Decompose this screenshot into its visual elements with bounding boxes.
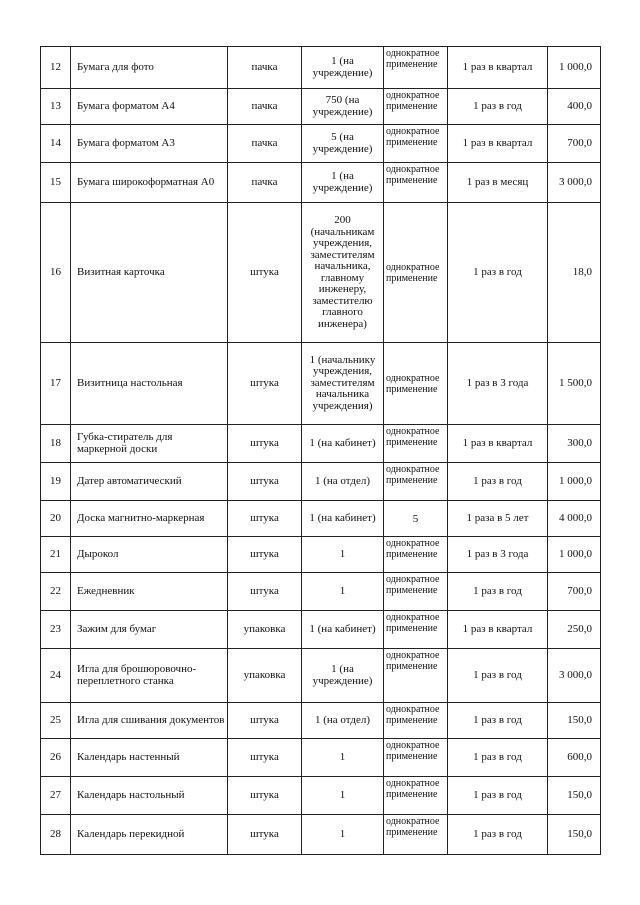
row-number: 19 [41, 463, 71, 501]
usage-term: однократное применение [384, 815, 448, 855]
usage-term: однократное применение [384, 703, 448, 739]
unit-of-measure: пачка [228, 89, 302, 125]
price: 700,0 [548, 573, 601, 611]
price: 1 000,0 [548, 463, 601, 501]
price: 150,0 [548, 815, 601, 855]
frequency: 1 раз в год [448, 703, 548, 739]
unit-of-measure: штука [228, 425, 302, 463]
row-number: 18 [41, 425, 71, 463]
table-row [41, 463, 601, 501]
quantity: 1 (на учреждение) [302, 649, 384, 703]
table-row [41, 203, 601, 343]
usage-term: однократное применение [384, 125, 448, 163]
usage-term: однократное применение [384, 739, 448, 777]
quantity: 1 (на кабинет) [302, 501, 384, 537]
unit-of-measure: штука [228, 777, 302, 815]
quantity: 1 (на отдел) [302, 703, 384, 739]
item-name: Бумага для фото [71, 47, 228, 89]
price: 150,0 [548, 703, 601, 739]
row-number: 16 [41, 203, 71, 343]
row-number: 23 [41, 611, 71, 649]
frequency: 1 раза в 5 лет [448, 501, 548, 537]
quantity: 750 (на учреждение) [302, 89, 384, 125]
item-name: Визитная карточка [71, 203, 228, 343]
price: 3 000,0 [548, 163, 601, 203]
row-number: 24 [41, 649, 71, 703]
usage-term: однократное применение [384, 163, 448, 203]
item-name: Календарь настенный [71, 739, 228, 777]
unit-of-measure: пачка [228, 47, 302, 89]
unit-of-measure: штука [228, 343, 302, 425]
table-row [41, 649, 601, 703]
quantity: 200 (начальникам учреждения, заместителям начальника, главному инженеру, заместителю главного инженера) [302, 203, 384, 343]
quantity: 1 (начальнику учреждения, заместителям начальника учреждения) [302, 343, 384, 425]
usage-term: однократное применение [384, 203, 448, 343]
unit-of-measure: штука [228, 463, 302, 501]
item-name: Бумага широкоформатная А0 [71, 163, 228, 203]
usage-term: 5 [384, 501, 448, 537]
price: 300,0 [548, 425, 601, 463]
price: 700,0 [548, 125, 601, 163]
quantity: 1 (на кабинет) [302, 611, 384, 649]
unit-of-measure: штука [228, 573, 302, 611]
row-number: 20 [41, 501, 71, 537]
unit-of-measure: штука [228, 203, 302, 343]
price: 600,0 [548, 739, 601, 777]
table-row [41, 47, 601, 89]
quantity: 1 (на учреждение) [302, 47, 384, 89]
quantity: 1 [302, 537, 384, 573]
row-number: 17 [41, 343, 71, 425]
table-row [41, 537, 601, 573]
table-body [41, 47, 601, 855]
table-row [41, 611, 601, 649]
item-name: Календарь настольный [71, 777, 228, 815]
price: 4 000,0 [548, 501, 601, 537]
unit-of-measure: штука [228, 739, 302, 777]
usage-term: однократное применение [384, 611, 448, 649]
frequency: 1 раз в 3 года [448, 343, 548, 425]
unit-of-measure: штука [228, 703, 302, 739]
row-number: 28 [41, 815, 71, 855]
unit-of-measure: штука [228, 501, 302, 537]
usage-term: однократное применение [384, 425, 448, 463]
item-name: Датер автоматический [71, 463, 228, 501]
table-row [41, 125, 601, 163]
unit-of-measure: пачка [228, 125, 302, 163]
quantity: 1 (на учреждение) [302, 163, 384, 203]
table-row [41, 739, 601, 777]
price: 250,0 [548, 611, 601, 649]
frequency: 1 раз в год [448, 739, 548, 777]
price: 1 000,0 [548, 537, 601, 573]
usage-term: однократное применение [384, 537, 448, 573]
frequency: 1 раз в год [448, 573, 548, 611]
item-name: Ежедневник [71, 573, 228, 611]
row-number: 27 [41, 777, 71, 815]
price: 1 500,0 [548, 343, 601, 425]
unit-of-measure: пачка [228, 163, 302, 203]
frequency: 1 раз в год [448, 777, 548, 815]
usage-term: однократное применение [384, 573, 448, 611]
table-row [41, 501, 601, 537]
item-name: Визитница настольная [71, 343, 228, 425]
item-name: Дырокол [71, 537, 228, 573]
row-number: 26 [41, 739, 71, 777]
table-row [41, 815, 601, 855]
item-name: Доска магнитно-маркерная [71, 501, 228, 537]
quantity: 1 (на кабинет) [302, 425, 384, 463]
quantity: 1 (на отдел) [302, 463, 384, 501]
quantity: 5 (на учреждение) [302, 125, 384, 163]
row-number: 25 [41, 703, 71, 739]
supplies-table [40, 46, 601, 855]
table-row [41, 777, 601, 815]
usage-term: однократное применение [384, 47, 448, 89]
item-name: Игла для сшивания документов [71, 703, 228, 739]
price: 150,0 [548, 777, 601, 815]
frequency: 1 раз в квартал [448, 125, 548, 163]
usage-term: однократное применение [384, 343, 448, 425]
frequency: 1 раз в квартал [448, 47, 548, 89]
usage-term: однократное применение [384, 649, 448, 703]
unit-of-measure: упаковка [228, 649, 302, 703]
item-name: Календарь перекидной [71, 815, 228, 855]
row-number: 14 [41, 125, 71, 163]
price: 18,0 [548, 203, 601, 343]
quantity: 1 [302, 777, 384, 815]
frequency: 1 раз в год [448, 463, 548, 501]
item-name: Губка-стиратель для маркерной доски [71, 425, 228, 463]
frequency: 1 раз в квартал [448, 611, 548, 649]
unit-of-measure: упаковка [228, 611, 302, 649]
price: 400,0 [548, 89, 601, 125]
item-name: Зажим для бумаг [71, 611, 228, 649]
row-number: 12 [41, 47, 71, 89]
table-row [41, 89, 601, 125]
frequency: 1 раз в год [448, 815, 548, 855]
usage-term: однократное применение [384, 463, 448, 501]
frequency: 1 раз в квартал [448, 425, 548, 463]
frequency: 1 раз в год [448, 89, 548, 125]
row-number: 21 [41, 537, 71, 573]
usage-term: однократное применение [384, 777, 448, 815]
unit-of-measure: штука [228, 537, 302, 573]
frequency: 1 раз в 3 года [448, 537, 548, 573]
table-row [41, 425, 601, 463]
row-number: 13 [41, 89, 71, 125]
quantity: 1 [302, 739, 384, 777]
row-number: 15 [41, 163, 71, 203]
frequency: 1 раз в месяц [448, 163, 548, 203]
frequency: 1 раз в год [448, 203, 548, 343]
table-row [41, 573, 601, 611]
price: 3 000,0 [548, 649, 601, 703]
quantity: 1 [302, 815, 384, 855]
unit-of-measure: штука [228, 815, 302, 855]
frequency: 1 раз в год [448, 649, 548, 703]
table-row [41, 703, 601, 739]
table-row [41, 343, 601, 425]
row-number: 22 [41, 573, 71, 611]
item-name: Бумага форматом А3 [71, 125, 228, 163]
price: 1 000,0 [548, 47, 601, 89]
table-row [41, 163, 601, 203]
item-name: Бумага форматом А4 [71, 89, 228, 125]
usage-term: однократное применение [384, 89, 448, 125]
item-name: Игла для брошюровочно-переплетного станка [71, 649, 228, 703]
quantity: 1 [302, 573, 384, 611]
